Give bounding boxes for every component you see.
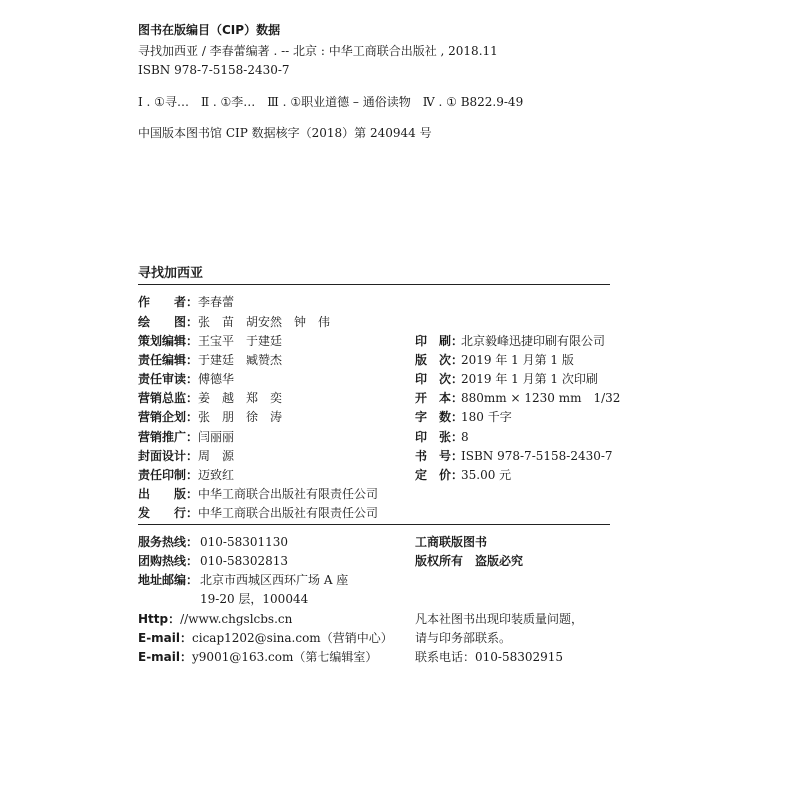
contact-row: 19-20 层，100044 xyxy=(200,592,309,606)
credit-row: 作 者：李春蕾 xyxy=(138,295,235,309)
credit-row: 字 数：180 千字 xyxy=(415,410,512,424)
credit-row: 策划编辑：王宝平 于建廷 xyxy=(138,334,283,348)
contact-row: 服务热线： 010-58301130 xyxy=(138,535,289,549)
quality-notice-line1: 凡本社图书出现印装质量问题， xyxy=(415,612,584,626)
publisher-label: 工商联版图书 xyxy=(415,535,488,549)
cip-record: 中国版本图书馆 CIP 数据核字（2018）第 240944 号 xyxy=(138,126,432,140)
cip-line1: 寻找加西亚 / 李春蕾编著 . -- 北京 : 中华工商联合出版社 , 2018.11 xyxy=(138,44,498,58)
credit-row: 发 行：中华工商联合出版社有限责任公司 xyxy=(138,506,379,520)
quality-notice-line2: 请与印务部联系。 xyxy=(415,631,512,645)
contact-row: 团购热线： 010-58302813 xyxy=(138,554,289,568)
credits-rule xyxy=(138,524,610,525)
credit-row: 印 张：8 xyxy=(415,430,469,444)
credit-row: 责任编辑：于建廷 臧赞杰 xyxy=(138,353,283,367)
cip-classification: Ⅰ . ①寻… Ⅱ . ①李… Ⅲ . ①职业道德 – 通俗读物 Ⅳ . ① B822.9-49 xyxy=(138,95,524,109)
copyright-notice: 版权所有 盗版必究 xyxy=(415,554,524,568)
credit-row: 营销企划：张 朋 徐 涛 xyxy=(138,410,283,424)
quality-notice-phone: 联系电话：010-58302915 xyxy=(415,650,564,664)
credit-row: 版 次：2019 年 1 月第 1 版 xyxy=(415,353,574,367)
credit-row: 定 价：35.00 元 xyxy=(415,468,512,482)
credit-row: 出 版：中华工商联合出版社有限责任公司 xyxy=(138,487,379,501)
credit-row: 印 次：2019 年 1 月第 1 次印刷 xyxy=(415,372,598,386)
contact-row: Http：//www.chgslcbs.cn xyxy=(138,612,293,626)
credit-row: 绘 图：张 苗 胡安然 钟 伟 xyxy=(138,315,331,329)
contact-row: E-mail：cicap1202@sina.com（营销中心） xyxy=(138,631,393,645)
credit-row: 书 号：ISBN 978-7-5158-2430-7 xyxy=(415,449,613,463)
credit-row: 印 刷：北京毅峰迅捷印刷有限公司 xyxy=(415,334,606,348)
cip-heading: 图书在版编目（CIP）数据 xyxy=(138,23,281,37)
contact-row: E-mail：y9001@163.com（第七编辑室） xyxy=(138,650,378,664)
book-title: 寻找加西亚 xyxy=(138,266,204,281)
cip-isbn: ISBN 978-7-5158-2430-7 xyxy=(138,63,290,77)
credit-row: 责任审读：傅德华 xyxy=(138,372,235,386)
credit-row: 封面设计：周 源 xyxy=(138,449,235,463)
credit-row: 营销总监：姜 越 郑 奕 xyxy=(138,391,283,405)
credit-row: 责任印制：迈致红 xyxy=(138,468,235,482)
credit-row: 开 本：880mm × 1230 mm 1/32 xyxy=(415,391,621,405)
contact-row: 地址邮编： 北京市西城区西环广场 A 座 xyxy=(138,573,349,587)
title-rule xyxy=(138,284,610,285)
credit-row: 营销推广：闫丽丽 xyxy=(138,430,235,444)
